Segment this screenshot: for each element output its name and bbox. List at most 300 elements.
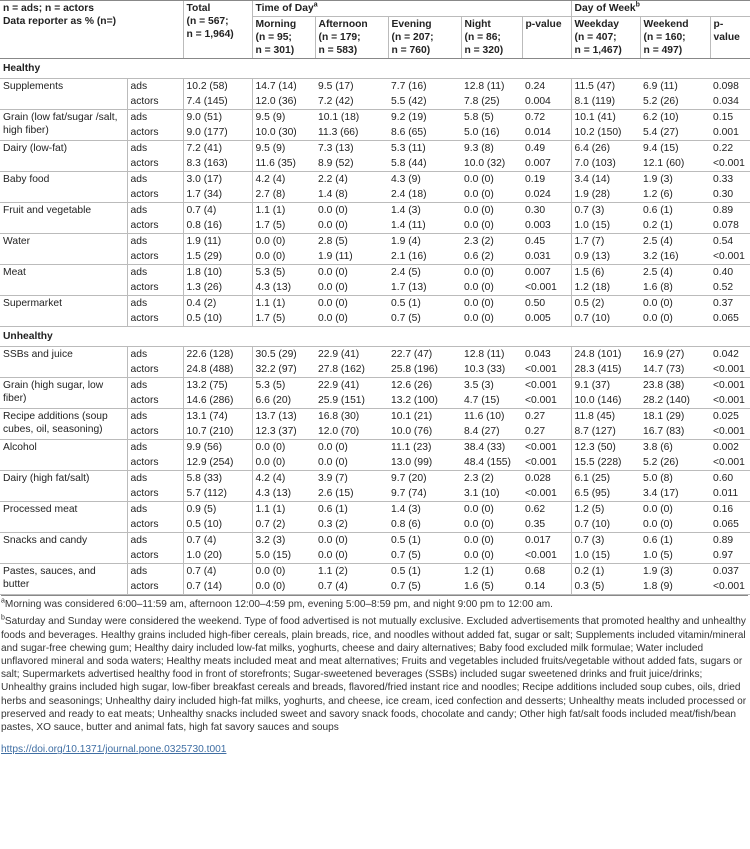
table-cell: 3.2 (16) bbox=[640, 249, 710, 265]
header-time-of-day: Time of Day$^a$ bbox=[252, 1, 571, 17]
table-cell: 6.5 (95) bbox=[571, 486, 640, 502]
table-cell: 0.0 (0) bbox=[461, 311, 522, 327]
reporter-type: actors bbox=[127, 424, 183, 440]
table-cell: <0.001 bbox=[522, 393, 571, 409]
table-footer bbox=[0, 595, 750, 755]
table-cell: 6.1 (25) bbox=[571, 471, 640, 487]
table-cell: 10.7 (210) bbox=[183, 424, 252, 440]
table-cell: 0.042 bbox=[713, 349, 739, 360]
table-cell: 0.7 (14) bbox=[183, 579, 252, 595]
table-cell: 0.003 bbox=[522, 218, 571, 234]
table-cell: 11.1 (23) bbox=[391, 442, 432, 453]
table-cell: 1.0 (15) bbox=[571, 548, 640, 564]
reporter-type: ads bbox=[127, 234, 183, 250]
table-cell: 0.8 (6) bbox=[388, 517, 461, 533]
table-cell: 14.7 (14) bbox=[252, 79, 315, 95]
table-cell: <0.001 bbox=[525, 442, 557, 453]
table-cell: 3.4 (17) bbox=[640, 486, 710, 502]
table-cell: 1.2 (6) bbox=[640, 187, 710, 203]
table-cell: 4.3 (9) bbox=[391, 174, 421, 185]
table-cell: <0.001 bbox=[713, 380, 745, 391]
table-cell: 1.1 (1) bbox=[252, 296, 315, 312]
table-cell: 0.014 bbox=[522, 125, 571, 141]
category-label: Baby food bbox=[0, 172, 127, 203]
table-cell: 1.4 (3) bbox=[391, 504, 421, 515]
table-cell: <0.001 bbox=[710, 156, 750, 172]
reporter-type: ads bbox=[127, 502, 183, 518]
table-cell: 6.9 (11) bbox=[643, 81, 678, 92]
table-cell: 10.1 (21) bbox=[391, 411, 433, 422]
table-cell: 0.6 (1) bbox=[643, 535, 673, 546]
table-cell: 9.1 (37) bbox=[571, 378, 640, 394]
header-morning: Morning (n = 95; n = 301) bbox=[252, 17, 315, 59]
table-cell: 12.8 (11) bbox=[464, 81, 505, 92]
table-cell: <0.001 bbox=[710, 579, 750, 595]
category-label: Recipe additions (soup cubes, oil, seasoning) bbox=[0, 409, 127, 440]
table-cell: 0.7 (4) bbox=[183, 203, 252, 219]
table-cell: 0.52 bbox=[710, 280, 750, 296]
table-cell: 10.0 (30) bbox=[252, 125, 315, 141]
reporter-type: ads bbox=[127, 172, 183, 188]
table-cell: 0.065 bbox=[710, 311, 750, 327]
table-cell: 0.0 (0) bbox=[643, 504, 673, 515]
table-cell: 5.0 (15) bbox=[252, 548, 315, 564]
table-cell: <0.001 bbox=[710, 249, 750, 265]
table-cell: 22.6 (128) bbox=[183, 347, 252, 363]
reporter-type: actors bbox=[127, 94, 183, 110]
table-cell: 0.45 bbox=[525, 236, 546, 247]
table-cell: 0.007 bbox=[522, 156, 571, 172]
header-corner: n = ads; n = actors Data reporter as % (n=) bbox=[0, 1, 183, 59]
table-cell: 0.007 bbox=[525, 267, 551, 278]
table-cell: 2.2 (4) bbox=[318, 174, 348, 185]
table-cell: 23.8 (38) bbox=[643, 380, 685, 391]
table-cell: 1.7 (34) bbox=[183, 187, 252, 203]
table-cell: 0.0 (0) bbox=[464, 267, 494, 278]
table-cell: 10.2 (150) bbox=[571, 125, 640, 141]
table-cell: 9.7 (20) bbox=[391, 473, 427, 484]
header-total: Total (n = 567; n = 1,964) bbox=[183, 1, 252, 59]
table-cell: 0.9 (13) bbox=[571, 249, 640, 265]
table-cell: 6.6 (20) bbox=[252, 393, 315, 409]
table-cell: 10.0 (146) bbox=[571, 393, 640, 409]
table-cell: 0.0 (0) bbox=[461, 187, 522, 203]
section-title: Healthy bbox=[0, 59, 750, 79]
table-row bbox=[0, 440, 750, 456]
category-label: Processed meat bbox=[0, 502, 127, 533]
table-cell: 0.0 (0) bbox=[464, 535, 494, 546]
table-cell: 1.9 (28) bbox=[571, 187, 640, 203]
table-cell: 1.2 (5) bbox=[571, 502, 640, 518]
category-label: Fruit and vegetable bbox=[0, 203, 127, 234]
table-cell: 0.024 bbox=[522, 187, 571, 203]
table-cell: 0.0 (0) bbox=[318, 535, 348, 546]
table-cell: <0.001 bbox=[710, 362, 750, 378]
table-cell: 1.1 (1) bbox=[252, 502, 315, 518]
reporter-type: ads bbox=[127, 110, 183, 126]
table-cell: 7.2 (41) bbox=[183, 141, 252, 157]
table-cell: 10.1 (18) bbox=[318, 112, 360, 123]
table-cell: 1.8 (9) bbox=[640, 579, 710, 595]
table-cell: 1.1 (1) bbox=[252, 203, 315, 219]
table-cell: 14.7 (73) bbox=[640, 362, 710, 378]
table-cell: 1.4 (11) bbox=[388, 218, 461, 234]
category-label: Grain (high sugar, low fiber) bbox=[0, 378, 127, 409]
table-cell: <0.001 bbox=[522, 362, 571, 378]
table-cell: 0.0 (0) bbox=[252, 440, 315, 456]
table-cell: 15.5 (228) bbox=[571, 455, 640, 471]
table-cell: 0.89 bbox=[713, 205, 734, 216]
table-cell: 6.4 (26) bbox=[571, 141, 640, 157]
table-cell: 0.7 (5) bbox=[388, 548, 461, 564]
table-cell: 25.9 (151) bbox=[315, 393, 388, 409]
table-cell: 3.0 (17) bbox=[183, 172, 252, 188]
header-pvalue-time: p-value bbox=[522, 17, 571, 59]
table-cell: 7.0 (103) bbox=[571, 156, 640, 172]
table-row bbox=[0, 265, 750, 281]
table-cell: 5.8 (33) bbox=[183, 471, 252, 487]
table-cell: 22.7 (47) bbox=[391, 349, 433, 360]
table-cell: 7.3 (13) bbox=[318, 143, 354, 154]
table-cell: 0.0 (0) bbox=[461, 517, 522, 533]
category-label: Water bbox=[0, 234, 127, 265]
table-cell: 0.7 (5) bbox=[388, 311, 461, 327]
doi-link[interactable]: https://doi.org/10.1371/journal.pone.0325730.t001 bbox=[1, 744, 227, 756]
header-night: Night (n = 86; n = 320) bbox=[461, 17, 522, 59]
table-cell: 0.0 (0) bbox=[640, 517, 710, 533]
table-cell: 12.1 (60) bbox=[640, 156, 710, 172]
table-cell: 0.50 bbox=[525, 298, 546, 309]
reporter-type: actors bbox=[127, 486, 183, 502]
header-day-of-week: Day of Week$^b$ bbox=[571, 1, 750, 17]
table-cell: 0.0 (0) bbox=[318, 267, 348, 278]
table-cell: 0.001 bbox=[710, 125, 750, 141]
table-cell: 0.5 (1) bbox=[391, 535, 421, 546]
table-cell: 2.5 (4) bbox=[643, 236, 673, 247]
reporter-type: ads bbox=[127, 265, 183, 281]
header-pvalue-day: p-value bbox=[710, 17, 750, 59]
table-row bbox=[0, 347, 750, 363]
table-cell: 5.2 (26) bbox=[640, 94, 710, 110]
table-cell: 0.7 (10) bbox=[571, 311, 640, 327]
table-cell: 18.1 (29) bbox=[643, 411, 685, 422]
table-cell: 14.6 (286) bbox=[183, 393, 252, 409]
table-cell: 0.16 bbox=[713, 504, 734, 515]
table-cell: 13.2 (100) bbox=[388, 393, 461, 409]
table-cell: 5.4 (27) bbox=[640, 125, 710, 141]
table-cell: 0.0 (0) bbox=[252, 564, 315, 580]
table-cell: 5.3 (11) bbox=[391, 143, 426, 154]
table-cell: 16.7 (83) bbox=[640, 424, 710, 440]
table-cell: 2.6 (15) bbox=[315, 486, 388, 502]
table-cell: 5.8 (44) bbox=[388, 156, 461, 172]
table-cell: 7.2 (42) bbox=[315, 94, 388, 110]
table-row bbox=[0, 296, 750, 312]
reporter-type: ads bbox=[127, 533, 183, 549]
table-cell: 0.3 (5) bbox=[571, 579, 640, 595]
table-cell: 12.0 (36) bbox=[252, 94, 315, 110]
table-cell: 0.0 (0) bbox=[640, 311, 710, 327]
table-cell: 0.043 bbox=[525, 349, 551, 360]
reporter-type: ads bbox=[127, 378, 183, 394]
table-cell: 0.0 (0) bbox=[252, 249, 315, 265]
table-cell: 11.5 (47) bbox=[571, 79, 640, 95]
table-cell: 8.4 (27) bbox=[461, 424, 522, 440]
table-cell: 13.2 (75) bbox=[183, 378, 252, 394]
table-cell: 0.7 (3) bbox=[571, 203, 640, 219]
category-label: Pastes, sauces, and butter bbox=[0, 564, 127, 595]
table-cell: 1.4 (3) bbox=[391, 205, 421, 216]
reporter-type: ads bbox=[127, 79, 183, 95]
table-cell: 1.9 (11) bbox=[315, 249, 388, 265]
table-cell: 10.0 (76) bbox=[388, 424, 461, 440]
table-cell: 0.7 (10) bbox=[571, 517, 640, 533]
header-afternoon: Afternoon (n = 179; n = 583) bbox=[315, 17, 388, 59]
table-cell: 1.4 (8) bbox=[315, 187, 388, 203]
table-cell: 9.5 (9) bbox=[252, 141, 315, 157]
table-cell: 0.0 (0) bbox=[464, 298, 494, 309]
table-cell: 0.0 (0) bbox=[315, 218, 388, 234]
table-cell: 0.9 (5) bbox=[183, 502, 252, 518]
table-cell: 22.9 (41) bbox=[318, 349, 360, 360]
table-row bbox=[0, 203, 750, 219]
table-cell: 1.9 (3) bbox=[643, 566, 673, 577]
table-cell: 0.0 (0) bbox=[461, 548, 522, 564]
table-cell: 32.2 (97) bbox=[252, 362, 315, 378]
table-cell: 0.025 bbox=[713, 411, 739, 422]
table-cell: 1.2 (1) bbox=[464, 566, 494, 577]
category-label: Dairy (high fat/salt) bbox=[0, 471, 127, 502]
table-cell: 0.22 bbox=[713, 143, 734, 154]
table-cell: <0.001 bbox=[522, 548, 571, 564]
table-cell: 0.8 (16) bbox=[183, 218, 252, 234]
reporter-type: ads bbox=[127, 409, 183, 425]
table-cell: 0.30 bbox=[525, 205, 546, 216]
table-cell: 0.5 (2) bbox=[571, 296, 640, 312]
table-cell: 0.35 bbox=[522, 517, 571, 533]
table-cell: 0.7 (4) bbox=[183, 564, 252, 580]
table-cell: 12.3 (37) bbox=[252, 424, 315, 440]
reporter-type: ads bbox=[127, 347, 183, 363]
footnote-b: $^b$Saturday and Sunday were considered the weekend. Type of food advertised is not mutually exclusive. Excluded advertisements that promoted healthy and unhealthy foods and beverages. Healthy grains included high-fiber cereals, plain breads, rice, and noodles without added fat, sugar or salt; Supplements included vitamin/mineral and sugar-free chewing gum; Healthy dairy included low-fat milks, yoghurts, cheese and dairy alternatives; Baby food excluded milk formulae; Water included unflavored mineral and soda waters; Healthy meats included meat and meat alternatives; Fruits and vegetables included fruits/vegetable without added fats, sugars or salt; Supermarkets advertised healthy food in front of storefronts; Sugar-sweetened beverages (SSBs) included sugar sweetened drinks and fruit juice/drinks; Unhealthy grains included high sugar, low-fiber breakfast cereals and breads, flavored/fried instant rice and noodles; Recipe additions included soup cubes, oils, dried herbs and seasonings; Unhealthy dairy included high-fat milks, yoghurts, and cheese, ice cream, iced confection and desserts; Unhealthy meats included processed or preserved and ready to eat meats; Unhealthy snacks included sweet and savory snack foods, chocolate and candy; Other high fat/salt foods included meat/fish/bean pastes, XO sauce, butter and animal fats, high fat savory sauces and soups bbox=[1, 615, 747, 734]
table-cell: 0.0 (0) bbox=[461, 280, 522, 296]
table-cell: 5.3 (5) bbox=[252, 265, 315, 281]
table-cell: 10.2 (58) bbox=[183, 79, 252, 95]
table-cell: 9.9 (56) bbox=[183, 440, 252, 456]
table-cell: 9.5 (17) bbox=[318, 81, 354, 92]
reporter-type: actors bbox=[127, 362, 183, 378]
table-cell: 11.3 (66) bbox=[315, 125, 388, 141]
table-cell: 1.1 (2) bbox=[318, 566, 348, 577]
table-row bbox=[0, 564, 750, 580]
footnote-a: $^a$Morning was considered 6:00–11:59 am, afternoon 12:00–4:59 pm, evening 5:00–8:59 pm, and night 9:00 pm to 12:00 am. bbox=[1, 595, 748, 613]
table-cell: 2.3 (2) bbox=[464, 473, 494, 484]
table-cell: 5.3 (5) bbox=[252, 378, 315, 394]
table-cell: 13.7 (13) bbox=[252, 409, 315, 425]
table-cell: 0.0 (0) bbox=[461, 218, 522, 234]
table-cell: 1.5 (6) bbox=[571, 265, 640, 281]
table-cell: 1.0 (15) bbox=[571, 218, 640, 234]
table-cell: 9.4 (15) bbox=[643, 143, 679, 154]
table-cell: 13.1 (74) bbox=[183, 409, 252, 425]
table-cell: 38.4 (33) bbox=[464, 442, 506, 453]
table-cell: 1.3 (26) bbox=[183, 280, 252, 296]
table-row bbox=[0, 409, 750, 425]
table-cell: 0.15 bbox=[713, 112, 734, 123]
table-cell: 0.031 bbox=[522, 249, 571, 265]
table-cell: 27.8 (162) bbox=[315, 362, 388, 378]
table-cell: 0.0 (0) bbox=[318, 298, 348, 309]
table-cell: 0.028 bbox=[525, 473, 551, 484]
table-cell: 0.6 (1) bbox=[643, 205, 673, 216]
table-cell: 0.27 bbox=[525, 411, 546, 422]
table-cell: <0.001 bbox=[710, 393, 750, 409]
table-cell: 0.0 (0) bbox=[252, 579, 315, 595]
table-cell: 2.5 (4) bbox=[643, 267, 673, 278]
table-row bbox=[0, 234, 750, 250]
table-cell: 5.2 (26) bbox=[640, 455, 710, 471]
table-cell: 0.7 (3) bbox=[571, 533, 640, 549]
table-cell: 28.2 (140) bbox=[640, 393, 710, 409]
category-label: Dairy (low-fat) bbox=[0, 141, 127, 172]
table-cell: 0.0 (0) bbox=[315, 455, 388, 471]
table-cell: 7.7 (16) bbox=[391, 81, 427, 92]
table-cell: 0.5 (1) bbox=[391, 566, 421, 577]
table-cell: 0.24 bbox=[525, 81, 546, 92]
reporter-type: actors bbox=[127, 393, 183, 409]
table-cell: 30.5 (29) bbox=[252, 347, 315, 363]
table-cell: 5.8 (5) bbox=[464, 112, 494, 123]
table-cell: 10.0 (32) bbox=[461, 156, 522, 172]
table-cell: 0.037 bbox=[713, 566, 739, 577]
section-title: Unhealthy bbox=[0, 327, 750, 347]
table-cell: 22.9 (41) bbox=[318, 380, 360, 391]
table-cell: 0.6 (1) bbox=[318, 504, 348, 515]
table-cell: 0.0 (0) bbox=[252, 234, 315, 250]
table-row bbox=[0, 79, 750, 95]
table-cell: 0.60 bbox=[713, 473, 734, 484]
table-cell: 8.1 (119) bbox=[571, 94, 640, 110]
table-cell: <0.001 bbox=[525, 380, 557, 391]
header-weekend: Weekend (n = 160; n = 497) bbox=[640, 17, 710, 59]
reporter-type: actors bbox=[127, 548, 183, 564]
reporter-type: ads bbox=[127, 440, 183, 456]
table-cell: 4.7 (15) bbox=[461, 393, 522, 409]
table-row bbox=[0, 110, 750, 126]
table-cell: 0.2 (1) bbox=[640, 218, 710, 234]
table-row bbox=[0, 141, 750, 157]
table-cell: 12.9 (254) bbox=[183, 455, 252, 471]
table-cell: 0.2 (1) bbox=[571, 564, 640, 580]
table-cell: 0.19 bbox=[525, 174, 546, 185]
table-cell: 5.7 (112) bbox=[183, 486, 252, 502]
table-body bbox=[0, 59, 750, 595]
table-cell: 0.4 (2) bbox=[183, 296, 252, 312]
table-cell: 9.0 (51) bbox=[183, 110, 252, 126]
table-cell: 24.8 (101) bbox=[571, 347, 640, 363]
table-cell: 12.0 (70) bbox=[315, 424, 388, 440]
table-cell: 2.4 (5) bbox=[391, 267, 421, 278]
table-cell: 1.6 (8) bbox=[640, 280, 710, 296]
table-cell: 9.5 (9) bbox=[252, 110, 315, 126]
table-cell: 10.3 (33) bbox=[461, 362, 522, 378]
table-cell: 4.2 (4) bbox=[252, 471, 315, 487]
table-cell: 10.1 (41) bbox=[571, 110, 640, 126]
table-cell: 3.8 (6) bbox=[643, 442, 673, 453]
table-cell: 0.5 (1) bbox=[391, 298, 421, 309]
table-cell: 0.6 (2) bbox=[461, 249, 522, 265]
table-cell: 4.2 (4) bbox=[252, 172, 315, 188]
reporter-type: actors bbox=[127, 517, 183, 533]
table-cell: 0.0 (0) bbox=[643, 298, 673, 309]
table-cell: 1.6 (5) bbox=[461, 579, 522, 595]
table-cell: <0.001 bbox=[710, 424, 750, 440]
table-cell: 0.065 bbox=[710, 517, 750, 533]
table-cell: 5.0 (16) bbox=[461, 125, 522, 141]
table-cell: 4.3 (13) bbox=[252, 280, 315, 296]
header-evening: Evening (n = 207; n = 760) bbox=[388, 17, 461, 59]
table-cell: 0.30 bbox=[710, 187, 750, 203]
table-cell: 0.004 bbox=[522, 94, 571, 110]
table-cell: 3.2 (3) bbox=[252, 533, 315, 549]
reporter-type: actors bbox=[127, 218, 183, 234]
table-cell: 3.4 (14) bbox=[571, 172, 640, 188]
table-cell: 1.2 (18) bbox=[571, 280, 640, 296]
reporter-type: actors bbox=[127, 455, 183, 471]
table-cell: 0.40 bbox=[713, 267, 734, 278]
table-cell: <0.001 bbox=[522, 486, 571, 502]
table-cell: 0.002 bbox=[713, 442, 739, 453]
table-cell: 1.9 (3) bbox=[643, 174, 673, 185]
reporter-type: actors bbox=[127, 311, 183, 327]
table-cell: 0.0 (0) bbox=[318, 205, 348, 216]
table-row bbox=[0, 471, 750, 487]
reporter-type: actors bbox=[127, 187, 183, 203]
table-cell: 5.5 (42) bbox=[388, 94, 461, 110]
table-cell: 1.0 (20) bbox=[183, 548, 252, 564]
table-cell: 0.27 bbox=[522, 424, 571, 440]
table-cell: 0.0 (0) bbox=[315, 311, 388, 327]
reporter-type: actors bbox=[127, 125, 183, 141]
table-cell: 2.4 (18) bbox=[388, 187, 461, 203]
table-cell: 1.7 (13) bbox=[388, 280, 461, 296]
section-header bbox=[0, 59, 750, 79]
table-cell: 0.7 (4) bbox=[315, 579, 388, 595]
category-label: Supplements bbox=[0, 79, 127, 110]
table-cell: 0.62 bbox=[525, 504, 546, 515]
table-cell: 0.017 bbox=[525, 535, 551, 546]
table-cell: 3.9 (7) bbox=[318, 473, 348, 484]
reporter-type: ads bbox=[127, 564, 183, 580]
category-label: Meat bbox=[0, 265, 127, 296]
table-cell: 0.7 (4) bbox=[183, 533, 252, 549]
reporter-type: actors bbox=[127, 156, 183, 172]
table-cell: 0.0 (0) bbox=[464, 174, 494, 185]
table-cell: 1.5 (29) bbox=[183, 249, 252, 265]
category-label: Grain (low fat/sugar /salt, high fiber) bbox=[0, 110, 127, 141]
table-cell: 24.8 (488) bbox=[183, 362, 252, 378]
table-cell: 0.49 bbox=[525, 143, 546, 154]
table-cell: 8.7 (127) bbox=[571, 424, 640, 440]
table-cell: 1.0 (5) bbox=[640, 548, 710, 564]
table-cell: 1.7 (5) bbox=[252, 218, 315, 234]
table-cell: 28.3 (415) bbox=[571, 362, 640, 378]
table-cell: <0.001 bbox=[522, 455, 571, 471]
header-weekday: Weekday (n = 407; n = 1,467) bbox=[571, 17, 640, 59]
reporter-type: actors bbox=[127, 579, 183, 595]
table-cell: 11.6 (35) bbox=[252, 156, 315, 172]
table-cell: 7.4 (145) bbox=[183, 94, 252, 110]
